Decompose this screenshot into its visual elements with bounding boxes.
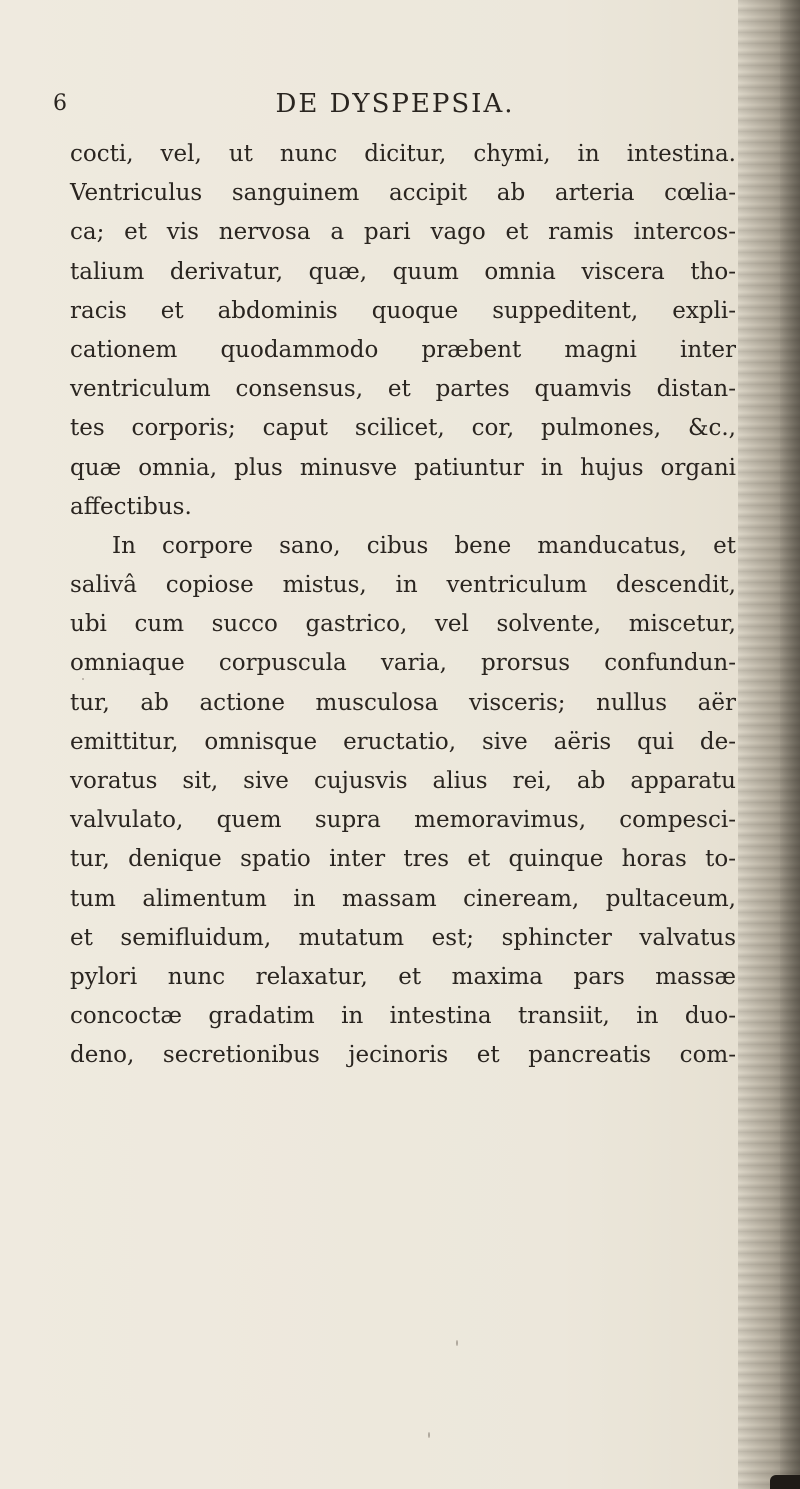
text-line: tur, ab actione musculosa visceris; nullus aër [70,689,736,716]
text-line: tum alimentum in massam cineream, pultaceum, [70,885,736,912]
text-line: tur, denique spatio inter tres et quinque horas to- [70,846,736,873]
text-line: emittitur, omnisque eructatio, sive aëris qui de- [70,728,736,755]
text-line: Ventriculus sanguinem accipit ab arteria cœlia- [70,180,736,207]
text-line: omniaque corpuscula varia, prorsus confundun- [70,650,736,677]
text-line: racis et abdominis quoque suppeditent, expli- [70,297,736,324]
text-line: ubi cum succo gastrico, vel solvente, miscetur, [70,611,736,638]
text-line: talium derivatur, quæ, quum omnia viscera tho- [70,258,736,285]
page-edge-shade [780,0,800,1489]
text-line: deno, secretionibus jecinoris et pancreatis com- [70,1042,736,1069]
text-line: concoctæ gradatim in intestina transiit, in duo- [70,1003,736,1030]
running-header [0,90,800,120]
text-line: In corpore sano, cibus bene manducatus, et [112,532,736,559]
text-line: cocti, vel, ut nunc dicitur, chymi, in intestina. [70,141,736,167]
text-line: ventriculum consensus, et partes quamvis distan- [70,376,736,403]
body-text [70,135,736,1076]
paragraph [70,527,736,1076]
text-line: pylori nunc relaxatur, et maxima pars massæ [70,963,736,990]
text-line: quæ omnia, plus minusve patiuntur in hujus organi [70,454,736,481]
text-line: ca; et vis nervosa a pari vago et ramis intercos- [70,219,736,246]
text-line: valvulato, quem supra memoravimus, compesci- [70,807,736,834]
text-line: affectibus. [70,493,192,520]
running-title: DE DYSPEPSIA. [275,89,515,119]
ink-mark [770,1475,800,1489]
text-line: tes corporis; caput scilicet, cor, pulmones, &c., [70,415,736,442]
text-line: salivâ copiose mistus, in ventriculum descendit, [70,572,736,599]
page-number: 6 [53,91,67,116]
text-line: et semifluidum, mutatum est; sphincter valvatus [70,924,736,951]
text-line: voratus sit, sive cujusvis alius rei, ab apparatu [70,768,736,794]
paragraph [70,135,736,527]
text-line: cationem quodammodo præbent magni inter [70,336,736,363]
